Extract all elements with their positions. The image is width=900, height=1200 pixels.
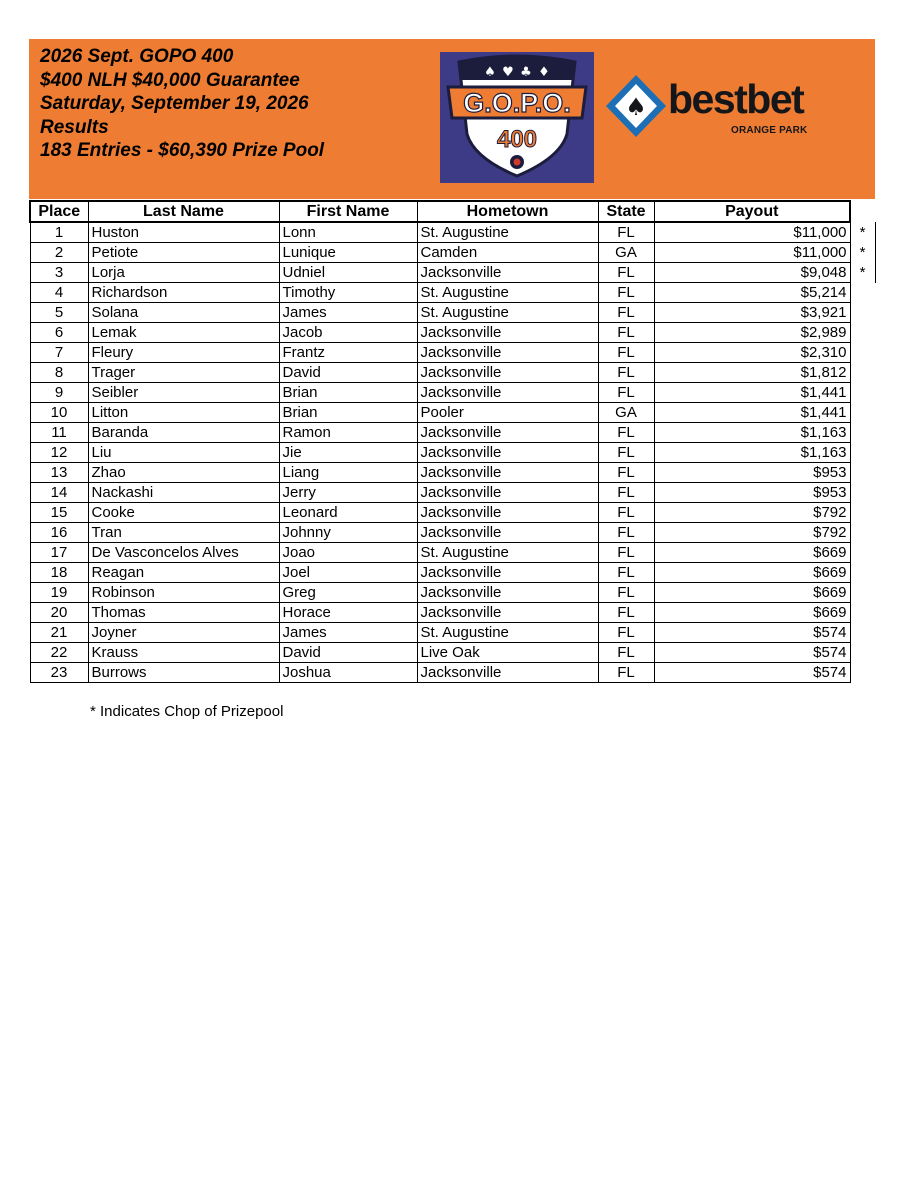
cell-hometown: St. Augustine bbox=[417, 543, 598, 563]
cell-first-name: Horace bbox=[279, 603, 417, 623]
cell-chop-marker: * bbox=[850, 222, 875, 243]
cell-place: 6 bbox=[30, 323, 88, 343]
col-header-state: State bbox=[598, 201, 654, 222]
cell-state: FL bbox=[598, 603, 654, 623]
cell-last-name: Tran bbox=[88, 523, 279, 543]
cell-last-name: Liu bbox=[88, 443, 279, 463]
cell-chop-marker: * bbox=[850, 263, 875, 283]
col-header-payout: Payout bbox=[654, 201, 850, 222]
table-row bbox=[30, 503, 875, 523]
svg-text:♦: ♦ bbox=[538, 65, 550, 80]
table-row bbox=[30, 643, 875, 663]
cell-last-name: Zhao bbox=[88, 463, 279, 483]
table-row bbox=[30, 363, 875, 383]
cell-first-name: Lunique bbox=[279, 243, 417, 263]
svg-text:♥: ♥ bbox=[502, 65, 514, 80]
cell-last-name: Seibler bbox=[88, 383, 279, 403]
cell-payout: $953 bbox=[654, 463, 850, 483]
cell-chop-marker bbox=[850, 583, 875, 603]
cell-payout: $9,048 bbox=[654, 263, 850, 283]
cell-hometown: Jacksonville bbox=[417, 603, 598, 623]
table-row bbox=[30, 263, 875, 283]
table-row bbox=[30, 443, 875, 463]
cell-first-name: Brian bbox=[279, 383, 417, 403]
col-header-place: Place bbox=[30, 201, 88, 222]
cell-state: FL bbox=[598, 222, 654, 243]
cell-payout: $669 bbox=[654, 563, 850, 583]
col-header-chop bbox=[850, 201, 875, 222]
table-row bbox=[30, 323, 875, 343]
cell-state: FL bbox=[598, 563, 654, 583]
cell-hometown: Jacksonville bbox=[417, 423, 598, 443]
event-entries: 183 Entries - $60,390 Prize Pool bbox=[40, 140, 325, 161]
cell-place: 5 bbox=[30, 303, 88, 323]
cell-chop-marker bbox=[850, 423, 875, 443]
cell-place: 18 bbox=[30, 563, 88, 583]
cell-chop-marker bbox=[850, 363, 875, 383]
table-row bbox=[30, 222, 875, 243]
cell-chop-marker bbox=[850, 323, 875, 343]
cell-chop-marker bbox=[850, 463, 875, 483]
cell-first-name: Leonard bbox=[279, 503, 417, 523]
cell-place: 16 bbox=[30, 523, 88, 543]
cell-first-name: Jacob bbox=[279, 323, 417, 343]
table-row bbox=[30, 483, 875, 503]
cell-state: FL bbox=[598, 543, 654, 563]
cell-last-name: Baranda bbox=[88, 423, 279, 443]
cell-payout: $1,163 bbox=[654, 443, 850, 463]
cell-first-name: Udniel bbox=[279, 263, 417, 283]
cell-hometown: Jacksonville bbox=[417, 363, 598, 383]
cell-first-name: Jerry bbox=[279, 483, 417, 503]
cell-hometown: Jacksonville bbox=[417, 443, 598, 463]
cell-first-name: Liang bbox=[279, 463, 417, 483]
cell-place: 19 bbox=[30, 583, 88, 603]
cell-hometown: Live Oak bbox=[417, 643, 598, 663]
cell-place: 4 bbox=[30, 283, 88, 303]
cell-hometown: Camden bbox=[417, 243, 598, 263]
cell-payout: $574 bbox=[654, 643, 850, 663]
cell-chop-marker bbox=[850, 643, 875, 663]
table-row bbox=[30, 603, 875, 623]
cell-state: FL bbox=[598, 343, 654, 363]
cell-first-name: Johnny bbox=[279, 523, 417, 543]
table-row bbox=[30, 523, 875, 543]
cell-payout: $1,441 bbox=[654, 383, 850, 403]
cell-state: FL bbox=[598, 523, 654, 543]
cell-payout: $669 bbox=[654, 583, 850, 603]
cell-hometown: St. Augustine bbox=[417, 283, 598, 303]
gopo-logo-name: G.O.P.O. bbox=[463, 88, 571, 118]
cell-last-name: Lorja bbox=[88, 263, 279, 283]
cell-payout: $3,921 bbox=[654, 303, 850, 323]
cell-place: 2 bbox=[30, 243, 88, 263]
cell-state: FL bbox=[598, 363, 654, 383]
cell-last-name: Robinson bbox=[88, 583, 279, 603]
cell-first-name: Joel bbox=[279, 563, 417, 583]
table-row bbox=[30, 663, 875, 683]
cell-payout: $669 bbox=[654, 603, 850, 623]
cell-state: FL bbox=[598, 263, 654, 283]
cell-payout: $1,163 bbox=[654, 423, 850, 443]
cell-state: FL bbox=[598, 663, 654, 683]
bestbet-logo-word: bestbet bbox=[668, 76, 804, 122]
cell-payout: $1,441 bbox=[654, 403, 850, 423]
cell-chop-marker bbox=[850, 603, 875, 623]
cell-hometown: Pooler bbox=[417, 403, 598, 423]
cell-state: GA bbox=[598, 403, 654, 423]
cell-hometown: Jacksonville bbox=[417, 483, 598, 503]
cell-place: 1 bbox=[30, 222, 88, 243]
chop-footnote: * Indicates Chop of Prizepool bbox=[90, 703, 284, 720]
cell-place: 23 bbox=[30, 663, 88, 683]
cell-first-name: Timothy bbox=[279, 283, 417, 303]
cell-chop-marker bbox=[850, 663, 875, 683]
cell-place: 7 bbox=[30, 343, 88, 363]
col-header-first-name: First Name bbox=[279, 201, 417, 222]
cell-hometown: Jacksonville bbox=[417, 263, 598, 283]
cell-payout: $574 bbox=[654, 663, 850, 683]
cell-payout: $11,000 bbox=[654, 243, 850, 263]
cell-hometown: St. Augustine bbox=[417, 303, 598, 323]
event-name: 2026 Sept. GOPO 400 bbox=[40, 46, 234, 67]
cell-payout: $1,812 bbox=[654, 363, 850, 383]
event-buyin: $400 NLH $40,000 Guarantee bbox=[40, 69, 300, 91]
cell-chop-marker bbox=[850, 523, 875, 543]
cell-last-name: Fleury bbox=[88, 343, 279, 363]
cell-last-name: Richardson bbox=[88, 283, 279, 303]
cell-state: FL bbox=[598, 483, 654, 503]
cell-place: 8 bbox=[30, 363, 88, 383]
cell-first-name: David bbox=[279, 363, 417, 383]
cell-chop-marker bbox=[850, 543, 875, 563]
event-title-block bbox=[40, 45, 324, 163]
table-row bbox=[30, 563, 875, 583]
cell-hometown: Jacksonville bbox=[417, 503, 598, 523]
cell-state: FL bbox=[598, 383, 654, 403]
cell-payout: $792 bbox=[654, 523, 850, 543]
cell-hometown: Jacksonville bbox=[417, 523, 598, 543]
cell-state: FL bbox=[598, 643, 654, 663]
cell-chop-marker bbox=[850, 343, 875, 363]
table-row bbox=[30, 543, 875, 563]
cell-place: 11 bbox=[30, 423, 88, 443]
cell-state: FL bbox=[598, 303, 654, 323]
cell-hometown: St. Augustine bbox=[417, 222, 598, 243]
cell-first-name: Joshua bbox=[279, 663, 417, 683]
cell-hometown: Jacksonville bbox=[417, 343, 598, 363]
cell-chop-marker bbox=[850, 503, 875, 523]
cell-payout: $792 bbox=[654, 503, 850, 523]
cell-first-name: James bbox=[279, 303, 417, 323]
cell-last-name: Joyner bbox=[88, 623, 279, 643]
cell-state: GA bbox=[598, 243, 654, 263]
cell-place: 3 bbox=[30, 263, 88, 283]
cell-first-name: David bbox=[279, 643, 417, 663]
cell-last-name: Cooke bbox=[88, 503, 279, 523]
cell-first-name: Ramon bbox=[279, 423, 417, 443]
table-row bbox=[30, 623, 875, 643]
cell-first-name: Greg bbox=[279, 583, 417, 603]
cell-first-name: Joao bbox=[279, 543, 417, 563]
svg-text:♠: ♠ bbox=[484, 65, 496, 80]
cell-last-name: Trager bbox=[88, 363, 279, 383]
cell-first-name: Jie bbox=[279, 443, 417, 463]
cell-last-name: De Vasconcelos Alves bbox=[88, 543, 279, 563]
cell-chop-marker bbox=[850, 443, 875, 463]
cell-place: 13 bbox=[30, 463, 88, 483]
cell-payout: $574 bbox=[654, 623, 850, 643]
cell-payout: $5,214 bbox=[654, 283, 850, 303]
cell-payout: $2,989 bbox=[654, 323, 850, 343]
cell-place: 21 bbox=[30, 623, 88, 643]
col-header-last-name: Last Name bbox=[88, 201, 279, 222]
gopo-logo-number: 400 bbox=[496, 126, 538, 153]
cell-last-name: Petiote bbox=[88, 243, 279, 263]
cell-hometown: St. Augustine bbox=[417, 623, 598, 643]
cell-chop-marker: * bbox=[850, 243, 875, 263]
cell-last-name: Burrows bbox=[88, 663, 279, 683]
cell-chop-marker bbox=[850, 383, 875, 403]
cell-last-name: Nackashi bbox=[88, 483, 279, 503]
cell-payout: $669 bbox=[654, 543, 850, 563]
cell-state: FL bbox=[598, 443, 654, 463]
table-header-row bbox=[30, 201, 875, 222]
cell-first-name: James bbox=[279, 623, 417, 643]
cell-place: 12 bbox=[30, 443, 88, 463]
results-body bbox=[30, 222, 875, 683]
cell-chop-marker bbox=[850, 623, 875, 643]
cell-chop-marker bbox=[850, 303, 875, 323]
cell-first-name: Lonn bbox=[279, 222, 417, 243]
bestbet-logo bbox=[604, 73, 824, 153]
cell-place: 10 bbox=[30, 403, 88, 423]
table-row bbox=[30, 243, 875, 263]
cell-last-name: Krauss bbox=[88, 643, 279, 663]
cell-place: 15 bbox=[30, 503, 88, 523]
col-header-hometown: Hometown bbox=[417, 201, 598, 222]
cell-state: FL bbox=[598, 623, 654, 643]
table-row bbox=[30, 583, 875, 603]
cell-state: FL bbox=[598, 463, 654, 483]
cell-hometown: Jacksonville bbox=[417, 383, 598, 403]
table-row bbox=[30, 463, 875, 483]
cell-hometown: Jacksonville bbox=[417, 323, 598, 343]
bestbet-logo-location: ORANGE PARK bbox=[731, 125, 808, 136]
cell-state: FL bbox=[598, 503, 654, 523]
cell-place: 9 bbox=[30, 383, 88, 403]
cell-last-name: Thomas bbox=[88, 603, 279, 623]
cell-hometown: Jacksonville bbox=[417, 463, 598, 483]
cell-last-name: Huston bbox=[88, 222, 279, 243]
cell-last-name: Solana bbox=[88, 303, 279, 323]
table-row bbox=[30, 303, 875, 323]
cell-first-name: Frantz bbox=[279, 343, 417, 363]
cell-hometown: Jacksonville bbox=[417, 563, 598, 583]
cell-payout: $11,000 bbox=[654, 222, 850, 243]
svg-text:♠: ♠ bbox=[625, 93, 647, 121]
cell-hometown: Jacksonville bbox=[417, 583, 598, 603]
cell-payout: $2,310 bbox=[654, 343, 850, 363]
cell-place: 17 bbox=[30, 543, 88, 563]
cell-chop-marker bbox=[850, 563, 875, 583]
table-row bbox=[30, 283, 875, 303]
cell-state: FL bbox=[598, 323, 654, 343]
cell-chop-marker bbox=[850, 403, 875, 423]
cell-place: 14 bbox=[30, 483, 88, 503]
event-date: Saturday, September 19, 2026 bbox=[40, 93, 309, 114]
gopo-logo bbox=[440, 52, 594, 183]
cell-last-name: Lemak bbox=[88, 323, 279, 343]
cell-chop-marker bbox=[850, 283, 875, 303]
cell-state: FL bbox=[598, 583, 654, 603]
cell-first-name: Brian bbox=[279, 403, 417, 423]
cell-state: FL bbox=[598, 283, 654, 303]
cell-chop-marker bbox=[850, 483, 875, 503]
results-table bbox=[29, 200, 876, 683]
header-banner bbox=[29, 39, 875, 199]
cell-hometown: Jacksonville bbox=[417, 663, 598, 683]
table-row bbox=[30, 343, 875, 363]
event-results-label: Results bbox=[40, 116, 109, 138]
cell-state: FL bbox=[598, 423, 654, 443]
cell-payout: $953 bbox=[654, 483, 850, 503]
cell-place: 22 bbox=[30, 643, 88, 663]
table-row bbox=[30, 403, 875, 423]
cell-last-name: Litton bbox=[88, 403, 279, 423]
cell-place: 20 bbox=[30, 603, 88, 623]
table-row bbox=[30, 423, 875, 443]
table-row bbox=[30, 383, 875, 403]
svg-text:♣: ♣ bbox=[520, 65, 532, 80]
cell-last-name: Reagan bbox=[88, 563, 279, 583]
